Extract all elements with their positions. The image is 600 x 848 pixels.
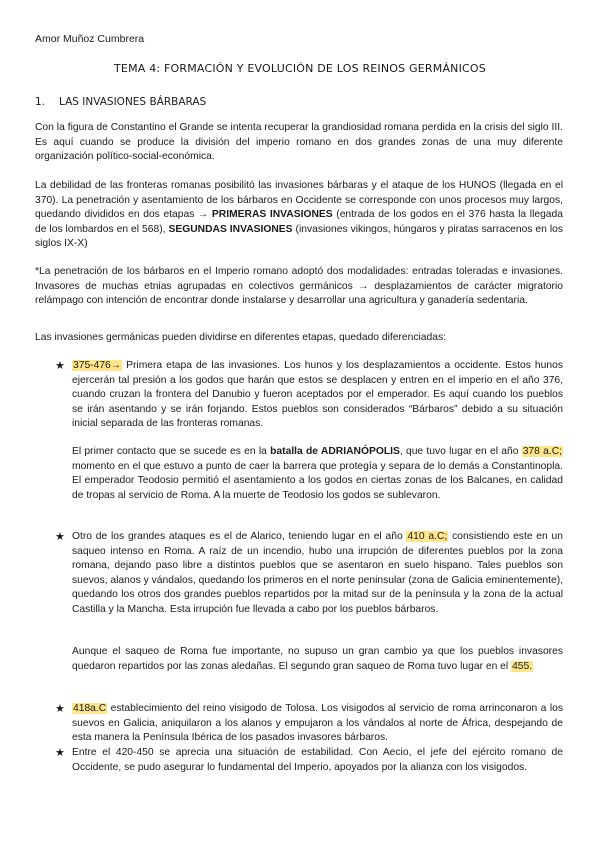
author-name: Amor Muñoz Cumbrera — [35, 33, 145, 45]
text-span: Otro de los grandes ataques es el de Alarico, teniendo lugar en el año — [72, 531, 407, 542]
paragraph-penetracion: *La penetración de los bárbaros en el Imperio romano adoptó dos modalidades: entradas toleradas e invasiones. Invasores de muchas etnias agrupadas en colectivos germánicos → desplazamientos de carácter migratorio relámpago con intención de encontrar donde instalarse y desarrollar una agricultura y ganadería sedentaria. — [35, 266, 563, 306]
section-number: 1. — [35, 96, 46, 108]
text-span: momento en el que estuvo a punto de caer la barrera que protegía y separa de lo demás a Constantinopla. El emperador Teodosio permitió el asentamiento a los godos en ciertas zonas de los Balcanes, en calidad de tropas al servicio de Roma. A la muerte de Teodosio los godos se sublevaron. — [72, 460, 563, 501]
list-item — [72, 702, 563, 746]
text-span: (entrada de los godos en el 376 hasta la llegada de los lombardos en el 568), — [35, 209, 563, 235]
section-title: LAS INVASIONES BÁRBARAS — [59, 96, 207, 108]
bold-segundas-invasiones: SEGUNDAS INVASIONES — [168, 223, 293, 235]
highlight-date: 375-476→ — [73, 360, 122, 371]
star-bullet-icon: ★ — [55, 531, 65, 543]
list-item-continuation — [72, 445, 563, 503]
list-item — [72, 530, 563, 617]
star-bullet-icon: ★ — [55, 360, 65, 372]
text-span: Aunque el saqueo de Roma fue importante, no supuso un gran cambio ya que los pueblos invasores quedaron repartidos por las zonas aledañas. El segundo gran saqueo de Roma tuvo lugar en el — [72, 646, 563, 672]
section-heading — [35, 95, 206, 110]
star-bullet-icon: ★ — [55, 747, 65, 759]
page-title: TEMA 4: FORMACIÓN Y EVOLUCIÓN DE LOS REINOS GERMÁNICOS — [114, 62, 486, 75]
highlight-date: 455. — [512, 660, 533, 672]
list-item — [72, 359, 563, 432]
list-item-continuation — [72, 645, 563, 674]
star-bullet-icon: ★ — [55, 703, 65, 715]
paragraph-intro: Con la figura de Constantino el Grande se intenta recuperar la grandiosidad romana perdida en la crisis del siglo III. Es aquí cuando se produce la división del imperio romano en dos grandes zonas de una muy diferente organización político-social-económica. — [35, 122, 563, 162]
text-span: El primer contacto que se sucede es en la — [72, 446, 271, 457]
paragraph-debilidad — [35, 179, 563, 252]
text-span: La debilidad de las fronteras romanas posibilitó las invasiones bárbaras y el ataque de los HUNOS (llegada en el 370). La penetración y asentamiento de los bárbaros en Occidente se corresponde con unos procesos muy largos, quedando divididos en dos etapas → — [35, 180, 563, 220]
text-span: establecimiento del reino visigodo de Tolosa. Los visigodos al servicio de roma arrinconaron a los suevos en Galicia, aniquilaron a los alanos y empujaron a los vándalos al norte de África, despejando de esta manera la Península Ibérica de los pasados invasores bárbaros. — [72, 703, 563, 743]
highlight-date: 410 a.C; — [407, 531, 448, 542]
highlight-date: 378 a.C; — [522, 446, 563, 457]
text-span: consistiendo este en un saqueo intenso en Roma. A raíz de un incendio, hubo una irrupción de diferentes pueblos por la zona romana, dejando paso libre a distintos pueblos que se asentaron en suelo hispano. Tales pueblos son suevos, alanos y vándalos, quedando los primeros en el norte peninsular (zona de Galicia eminentemente), quedando los otros dos grandes pueblos repartidos por la mitad sur de la península y la zona de la actual Castilla y la Mancha. Esta irrupción fue llevada a cabo por los pueblos bárbaros. — [72, 531, 563, 615]
text-span: , que tuvo lugar en el año — [399, 446, 522, 457]
highlight-date: 418a.C — [73, 703, 107, 714]
bold-primeras-invasiones: PRIMERAS INVASIONES — [211, 209, 333, 220]
list-item: Entre el 420-450 se aprecia una situación de estabilidad. Con Aecio, el jefe del ejército romano de Occidente, se pudo asegurar lo fundamental del Imperio, apoyados por la alianza con los visigodos. — [72, 747, 563, 773]
text-span: (invasiones vikingos, húngaros y piratas sarracenos en los siglos IX-X) — [35, 223, 564, 249]
text-span: Primera etapa de las invasiones. Los hunos y los desplazamientos a occidente. Estos hunos ejercerán tal presión a los godos que harán que estos se desplacen y entren en el imperio en el año 376, cuando cruzan la frontera del Danubio y fueron aceptados por el emperador. Es aquí cuando los pueblos se irán asentando y se irán forjando. Estos pueblos son considerados “Bárbaros” debido a su situación inicial separada de las fronteras romanas. — [72, 360, 563, 429]
paragraph-etapas: Las invasiones germánicas pueden dividirse en diferentes etapas, quedado diferenciadas: — [35, 332, 447, 343]
bold-batalla: batalla de ADRIANÓPOLIS — [270, 446, 400, 457]
